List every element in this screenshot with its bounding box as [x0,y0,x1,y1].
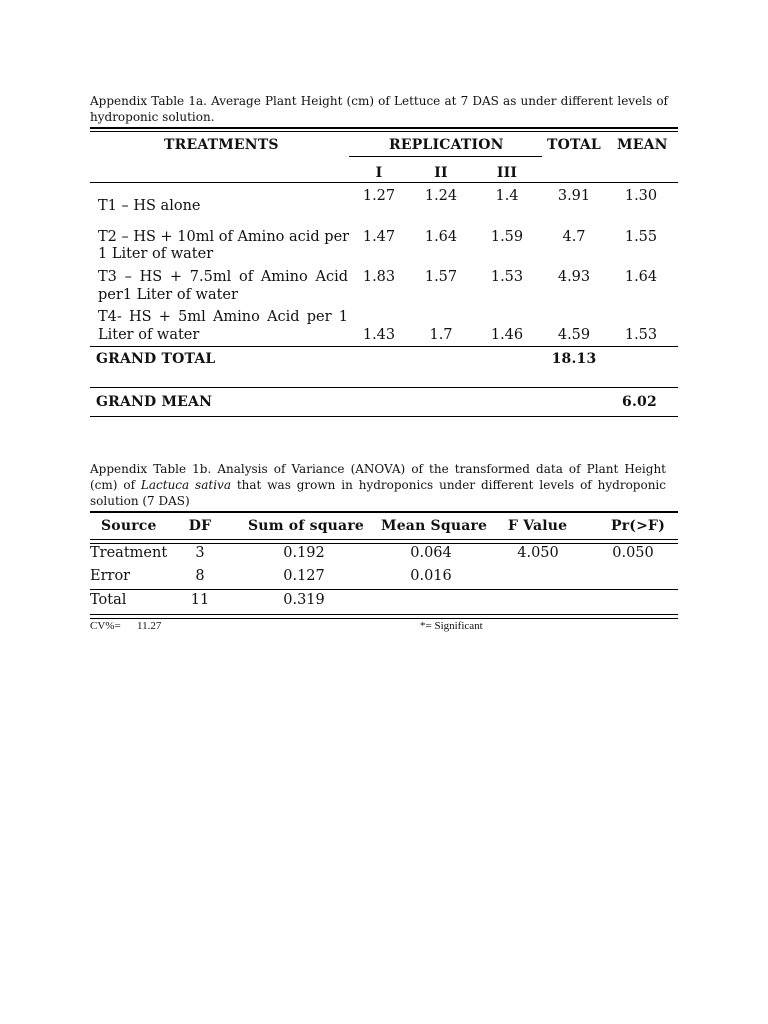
row-t3-rep3: 1.53 [490,269,524,285]
cv-value: 11.27 [137,620,162,632]
table-1b-top-rule [90,511,678,513]
row-t3-rep2: 1.57 [424,269,458,285]
cv-label: CV%= [90,620,121,632]
row-t3-label-line1: T3 – HS + 7.5ml of Amino Acid [98,269,348,285]
row-t4-label-line1: T4- HS + 5ml Amino Acid per 1 [98,309,348,325]
anova-total-source: Total [90,592,127,608]
row-t4-total: 4.59 [557,327,591,343]
significance-footnote: *= Significant [420,620,483,632]
row-t3-total: 4.93 [557,269,591,285]
table-1b-bottom-rule-inner [90,618,678,619]
header-rep-2: II [434,165,448,181]
table-1a-caption: Appendix Table 1a. Average Plant Height (cm) of Lettuce at 7 DAS as under different levels of hydroponic solution. [90,94,668,124]
header-replication: REPLICATION [389,137,504,153]
row-t1-rep2: 1.24 [424,188,458,204]
anova-treatment-p: 0.050 [612,545,654,561]
header-source: Source [101,518,157,534]
row-t3-label-line2: per1 Liter of water [98,287,238,303]
header-mean: MEAN [617,137,668,153]
grand-total-value: 18.13 [551,351,597,367]
row-t3-rep1: 1.83 [362,269,396,285]
grand-total-label: GRAND TOTAL [96,351,216,367]
row-t2-rep1: 1.47 [362,229,396,245]
table-1b-caption [90,461,666,509]
anova-error-source: Error [90,568,131,584]
anova-total-ss: 0.319 [283,592,325,608]
anova-treatment-ss: 0.192 [283,545,325,561]
header-treatments: TREATMENTS [164,137,279,153]
table-1b-header-rule [90,539,678,540]
header-f-value: F Value [508,518,568,534]
row-t4-rep1: 1.43 [362,327,396,343]
table-1b-caption-part2: that was grown in hydroponics under different levels of hydroponic solution (7 DAS) [90,478,666,508]
row-t3-mean: 1.64 [624,269,658,285]
header-sum-of-square: Sum of square [248,518,365,534]
table-1b-caption-species: Lactuca sativa [140,478,231,492]
table-1a-bottom-rule [90,416,678,417]
header-mean-square: Mean Square [381,518,488,534]
table-1a-header-rule [90,182,678,183]
table-1a-top-rule [90,127,678,129]
header-pr-f: Pr(>F) [611,518,666,534]
row-t4-label-line2: Liter of water [98,327,200,343]
anova-total-df: 11 [190,592,210,608]
table-1b-caption-part1: Appendix Table 1b. Analysis of Variance (ANOVA) of the transformed data of Plant Height (cm) of [90,462,666,492]
row-t1-rep1: 1.27 [362,188,396,204]
table-1b-bottom-rule [90,614,678,615]
row-t2-label-line1: T2 – HS + 10ml of Amino acid per [98,229,350,245]
row-t2-mean: 1.55 [624,229,658,245]
table-1b-total-rule [90,589,678,590]
header-rep-3: III [496,165,518,181]
row-t1-rep3: 1.4 [495,188,519,204]
row-t2-rep2: 1.64 [424,229,458,245]
anova-treatment-f: 4.050 [517,545,559,561]
anova-error-ms: 0.016 [410,568,452,584]
table-1b-header-rule-inner [90,543,678,544]
replication-underline [349,156,542,157]
anova-treatment-df: 3 [195,545,205,561]
row-t2-total: 4.7 [562,229,586,245]
row-t1-mean: 1.30 [624,188,658,204]
anova-treatment-ms: 0.064 [410,545,452,561]
row-t2-rep3: 1.59 [490,229,524,245]
anova-treatment-source: Treatment [90,545,168,561]
row-t4-rep3: 1.46 [490,327,524,343]
table-1a-top-rule-inner [90,131,678,132]
grand-mean-value: 6.02 [622,394,657,410]
anova-error-ss: 0.127 [283,568,325,584]
row-t1-total: 3.91 [557,188,591,204]
table-1a-body-rule [90,346,678,347]
grand-mean-top-rule [90,387,678,388]
header-total: TOTAL [547,137,601,153]
header-df: DF [188,518,212,534]
row-t2-label-line2: 1 Liter of water [98,246,214,262]
row-t1-label: T1 – HS alone [98,198,201,214]
grand-mean-label: GRAND MEAN [96,394,213,410]
header-rep-1: I [375,165,383,181]
row-t4-rep2: 1.7 [429,327,453,343]
anova-error-df: 8 [195,568,205,584]
row-t4-mean: 1.53 [624,327,658,343]
